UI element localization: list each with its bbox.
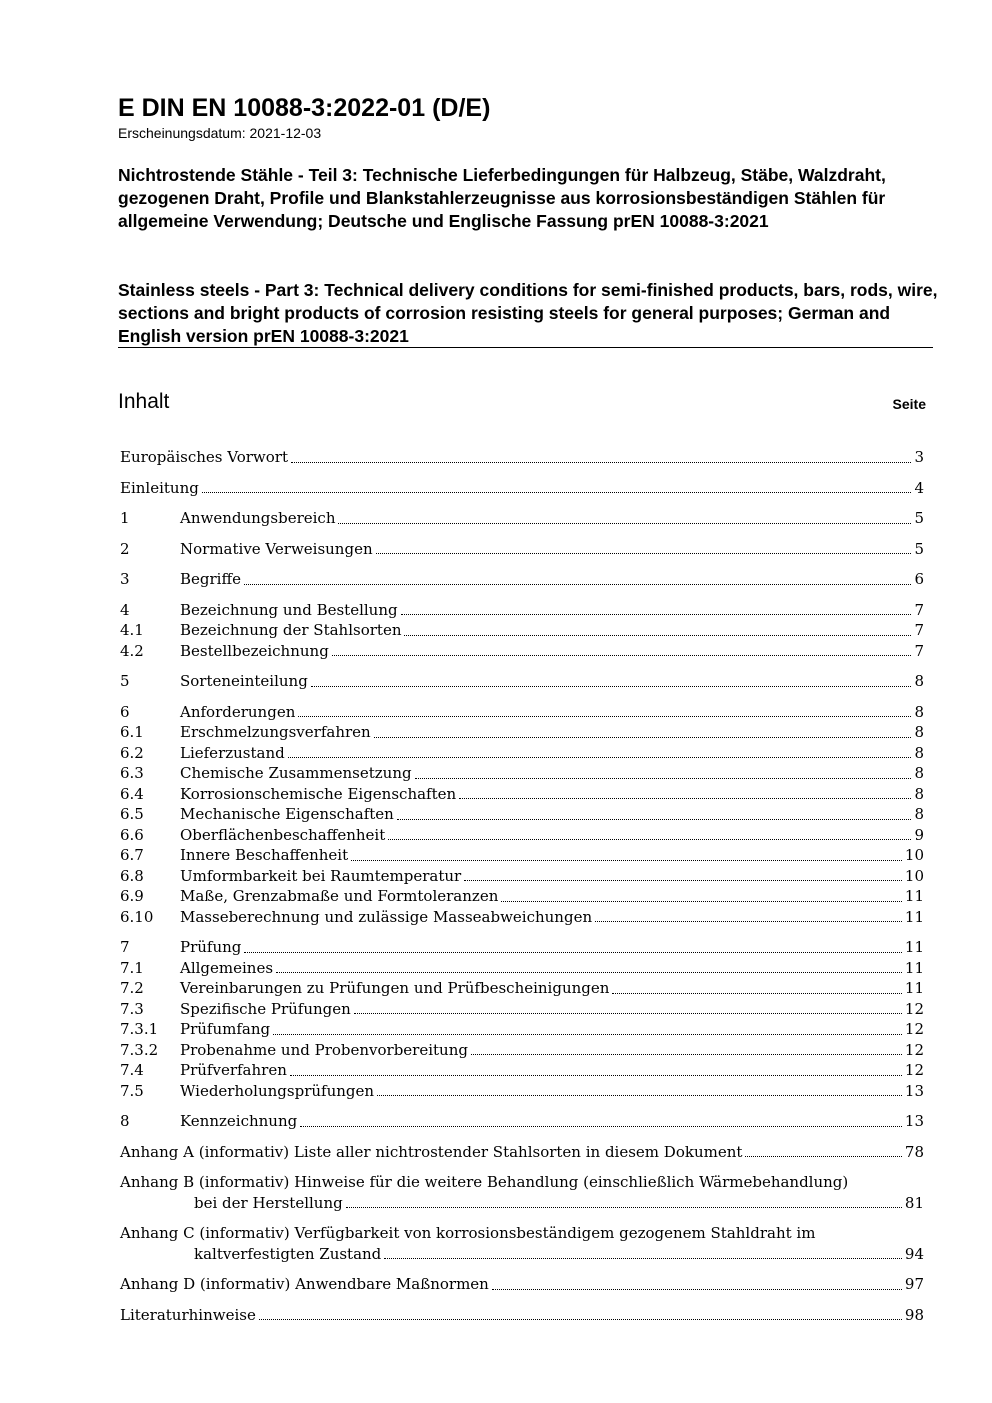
toc-entry[interactable]: [120, 825, 924, 846]
toc-entry-text: Normative Verweisungen: [180, 539, 373, 558]
toc-entry-bibliography[interactable]: [120, 1305, 924, 1326]
toc-entry-page: 8: [914, 764, 924, 782]
toc-leader: [401, 614, 912, 615]
toc-annex-entry[interactable]: [120, 1274, 924, 1295]
toc-entry[interactable]: [120, 937, 924, 958]
toc-entry-number: 2: [120, 539, 130, 558]
toc-entry-number: 6.7: [120, 846, 144, 864]
toc-leader: [290, 1075, 902, 1076]
toc-entry[interactable]: [120, 978, 924, 999]
title-english: Stainless steels - Part 3: Technical delivery conditions for semi-finished products, bars, rods, wire, sections and bright products of corrosion resisting steels for general purposes; German and English version prEN 10088-3:2021: [118, 280, 938, 346]
toc-entry-text: Mechanische Eigenschaften: [180, 805, 394, 823]
toc-entry[interactable]: [120, 569, 924, 590]
toc-entry[interactable]: [120, 722, 924, 743]
toc-entry-number: 4.2: [120, 641, 144, 660]
toc-entry-text: Lieferzustand: [180, 743, 285, 762]
toc-entry-number: 6.10: [120, 907, 154, 926]
toc-leader: [202, 492, 912, 493]
toc-entry-page: 5: [914, 509, 924, 527]
table-of-contents: [120, 447, 924, 1325]
toc-entry-text: Umformbarkeit bei Raumtemperatur: [180, 866, 462, 885]
toc-leader: [459, 798, 911, 799]
toc-entry-text: Masseberechnung und zulässige Masseabweichungen: [180, 907, 593, 926]
toc-leader: [492, 1289, 902, 1290]
toc-entry-page: 12: [904, 1020, 924, 1038]
toc-entry-page: 8: [914, 702, 924, 721]
toc-leader: [501, 901, 902, 902]
toc-entry-page: 3: [914, 448, 924, 466]
toc-leader: [332, 655, 912, 656]
toc-annex-text: Anhang B (informativ) Hinweise für die weitere Behandlung (einschließlich Wärmebehandlung): [120, 1173, 849, 1191]
toc-entry-page: 98: [904, 1305, 924, 1324]
toc-entry-number: 1: [120, 509, 130, 527]
toc-entry-text: Erschmelzungsverfahren: [180, 723, 371, 741]
toc-entry[interactable]: [120, 845, 924, 866]
toc-entry-page: 78: [904, 1142, 924, 1161]
toc-entry-text: Prüfung: [180, 938, 242, 956]
toc-entry-number: 6.4: [120, 784, 144, 803]
toc-entry-text: Anwendungsbereich: [180, 509, 336, 527]
document-id: E DIN EN 10088-3:2022-01 (D/E): [118, 94, 491, 122]
toc-entry-text: Einleitung: [120, 478, 199, 497]
toc-entry-number: 7.2: [120, 979, 144, 997]
toc-entry-text: Innere Beschaffenheit: [180, 846, 349, 864]
toc-entry[interactable]: [120, 886, 924, 907]
toc-entry-number: 8: [120, 1112, 130, 1130]
toc-entry-text: Kennzeichnung: [180, 1112, 298, 1130]
toc-entry[interactable]: [120, 784, 924, 805]
toc-entry-page: 13: [904, 1112, 924, 1130]
toc-entry-number: 7.3: [120, 999, 144, 1018]
toc-leader: [354, 1013, 902, 1014]
toc-entry-text: Bezeichnung und Bestellung: [180, 600, 398, 619]
toc-entry[interactable]: [120, 743, 924, 764]
toc-entry-page: 7: [914, 600, 924, 619]
toc-leader: [338, 523, 911, 524]
toc-entry-number: 6.2: [120, 743, 144, 762]
toc-entry-text: Allgemeines: [180, 958, 274, 977]
toc-entry-page: 12: [904, 1061, 924, 1079]
toc-entry-page: 11: [904, 887, 924, 905]
toc-entry-text: Bestellbezeichnung: [180, 641, 329, 660]
toc-entry-page: 8: [914, 805, 924, 823]
toc-entry-page: 8: [914, 743, 924, 762]
toc-leader: [384, 1258, 902, 1259]
toc-entry-number: 6.1: [120, 723, 144, 741]
toc-entry-page: 94: [904, 1244, 924, 1263]
toc-entry[interactable]: [120, 702, 924, 723]
toc-leader: [244, 584, 911, 585]
toc-entry[interactable]: [120, 1111, 924, 1132]
toc-annex-entry[interactable]: [120, 1142, 924, 1163]
toc-leader: [288, 757, 912, 758]
toc-entry-page: 8: [914, 723, 924, 741]
toc-entry-page: 13: [904, 1081, 924, 1100]
toc-leader: [404, 635, 911, 636]
toc-entry-number: 7.3.2: [120, 1040, 159, 1059]
title-german: Nichtrostende Stähle - Teil 3: Technische Lieferbedingungen für Halbzeug, Stäbe, Walzdraht, gezogenen Draht, Profile und Blankstahlerzeugnisse aus korrosionsbeständigen Stählen für allgemeine Verwendung; Deutsche und Englische Fassung prEN 10088-3:2021: [118, 165, 886, 231]
toc-entry-page: 10: [904, 866, 924, 885]
toc-entry[interactable]: [120, 1019, 924, 1040]
toc-entry-page: 8: [914, 784, 924, 803]
toc-leader: [745, 1156, 902, 1157]
toc-entry[interactable]: [120, 600, 924, 621]
toc-annex-text: Anhang A (informativ) Liste aller nichtrostender Stahlsorten in diesem Dokument: [120, 1142, 743, 1161]
toc-leader: [298, 716, 911, 717]
toc-entry-page: 81: [904, 1193, 924, 1212]
toc-leader: [374, 737, 912, 738]
toc-entry-number: 6.6: [120, 825, 144, 844]
toc-entry-number: 6: [120, 702, 130, 721]
toc-entry-number: 6.3: [120, 764, 144, 782]
toc-leader: [377, 1095, 902, 1096]
toc-entry-number: 7.4: [120, 1061, 144, 1079]
toc-leader: [244, 952, 902, 953]
toc-entry[interactable]: [120, 999, 924, 1020]
toc-entry-number: 7: [120, 938, 130, 956]
toc-entry-page: 11: [904, 907, 924, 926]
toc-entry[interactable]: [120, 508, 924, 529]
toc-entry-page: 7: [914, 621, 924, 639]
toc-annex-entry[interactable]: [120, 1172, 924, 1213]
toc-entry[interactable]: [120, 804, 924, 825]
toc-entry-page: 9: [914, 825, 924, 844]
toc-entry-number: 6.5: [120, 805, 144, 823]
toc-leader: [464, 880, 902, 881]
toc-entry-text: Spezifische Prüfungen: [180, 999, 351, 1018]
toc-entry-text: Probenahme und Probenvorbereitung: [180, 1040, 468, 1059]
toc-leader: [595, 921, 902, 922]
toc-entry-page: 12: [904, 1040, 924, 1059]
toc-leader: [346, 1207, 902, 1208]
title-rule: [118, 347, 933, 348]
toc-leader: [273, 1034, 902, 1035]
toc-entry-number: 5: [120, 672, 130, 690]
toc-entry-page: 8: [914, 672, 924, 690]
toc-entry-page: 7: [914, 641, 924, 660]
toc-entry-text: Prüfverfahren: [180, 1061, 287, 1079]
toc-entry-page: 10: [904, 846, 924, 864]
toc-leader: [276, 972, 902, 973]
toc-entry-number: 3: [120, 570, 130, 588]
toc-entry[interactable]: [120, 478, 924, 499]
toc-entry-page: 6: [914, 570, 924, 588]
toc-entry-number: 4: [120, 600, 130, 619]
toc-entry[interactable]: [120, 1040, 924, 1061]
toc-entry-number: 7.5: [120, 1081, 144, 1100]
toc-entry-text: Anforderungen: [180, 702, 296, 721]
toc-leader: [376, 553, 912, 554]
toc-entry[interactable]: [120, 447, 924, 468]
toc-entry-text: Vereinbarungen zu Prüfungen und Prüfbescheinigungen: [180, 979, 610, 997]
toc-annex-text: Anhang D (informativ) Anwendbare Maßnormen: [120, 1275, 489, 1293]
toc-leader: [471, 1054, 902, 1055]
toc-entry[interactable]: [120, 866, 924, 887]
toc-leader: [291, 462, 911, 463]
toc-entry-text: Korrosionschemische Eigenschaften: [180, 784, 457, 803]
toc-entry-page: 11: [904, 979, 924, 997]
toc-entry-page: 4: [914, 478, 924, 497]
toc-entry-text: Oberflächenbeschaffenheit: [180, 825, 386, 844]
toc-leader: [311, 686, 912, 687]
toc-entry-text: Sorteneinteilung: [180, 672, 308, 690]
toc-leader: [415, 778, 912, 779]
toc-entry-text: Begriffe: [180, 570, 242, 588]
toc-entry-text: Bezeichnung der Stahlsorten: [180, 621, 402, 639]
toc-annex-text-continued: kaltverfestigten Zustand: [194, 1244, 382, 1263]
toc-entry[interactable]: [120, 763, 924, 784]
toc-leader: [612, 993, 901, 994]
toc-entry-page: 97: [904, 1275, 924, 1293]
toc-annex-text: Anhang C (informativ) Verfügbarkeit von korrosionsbeständigem gezogenem Stahldraht im: [120, 1224, 816, 1242]
toc-leader: [388, 839, 911, 840]
toc-entry[interactable]: [120, 1060, 924, 1081]
toc-entry-number: 7.1: [120, 958, 144, 977]
toc-entry-page: 11: [904, 938, 924, 956]
publication-date: Erscheinungsdatum: 2021-12-03: [118, 125, 322, 141]
toc-entry-text: Chemische Zusammensetzung: [180, 764, 412, 782]
toc-annex-entry[interactable]: [120, 1223, 924, 1264]
toc-entry[interactable]: [120, 1081, 924, 1102]
toc-entry-page: 11: [904, 958, 924, 977]
toc-entry-text: Europäisches Vorwort: [120, 448, 288, 466]
toc-leader: [351, 860, 902, 861]
toc-heading: Inhalt: [118, 390, 170, 413]
toc-leader: [259, 1319, 902, 1320]
toc-entry[interactable]: [120, 620, 924, 641]
toc-leader: [397, 819, 912, 820]
toc-annex-text-continued: bei der Herstellung: [194, 1193, 343, 1212]
toc-entry-text: Maße, Grenzabmaße und Formtoleranzen: [180, 887, 499, 905]
toc-entry-number: 7.3.1: [120, 1020, 159, 1038]
toc-entry[interactable]: [120, 671, 924, 692]
toc-entry[interactable]: [120, 539, 924, 560]
toc-entry[interactable]: [120, 641, 924, 662]
toc-entry-text: Wiederholungsprüfungen: [180, 1081, 375, 1100]
toc-entry-number: 4.1: [120, 621, 144, 639]
toc-entry[interactable]: [120, 907, 924, 928]
toc-entry-page: 5: [914, 539, 924, 558]
toc-page-label: Seite: [892, 396, 926, 412]
toc-entry-page: 12: [904, 999, 924, 1018]
toc-entry-number: 6.8: [120, 866, 144, 885]
toc-entry[interactable]: [120, 958, 924, 979]
toc-leader: [300, 1126, 902, 1127]
toc-entry-text: Literaturhinweise: [120, 1305, 256, 1324]
toc-entry-number: 6.9: [120, 887, 144, 905]
toc-entry-text: Prüfumfang: [180, 1020, 271, 1038]
